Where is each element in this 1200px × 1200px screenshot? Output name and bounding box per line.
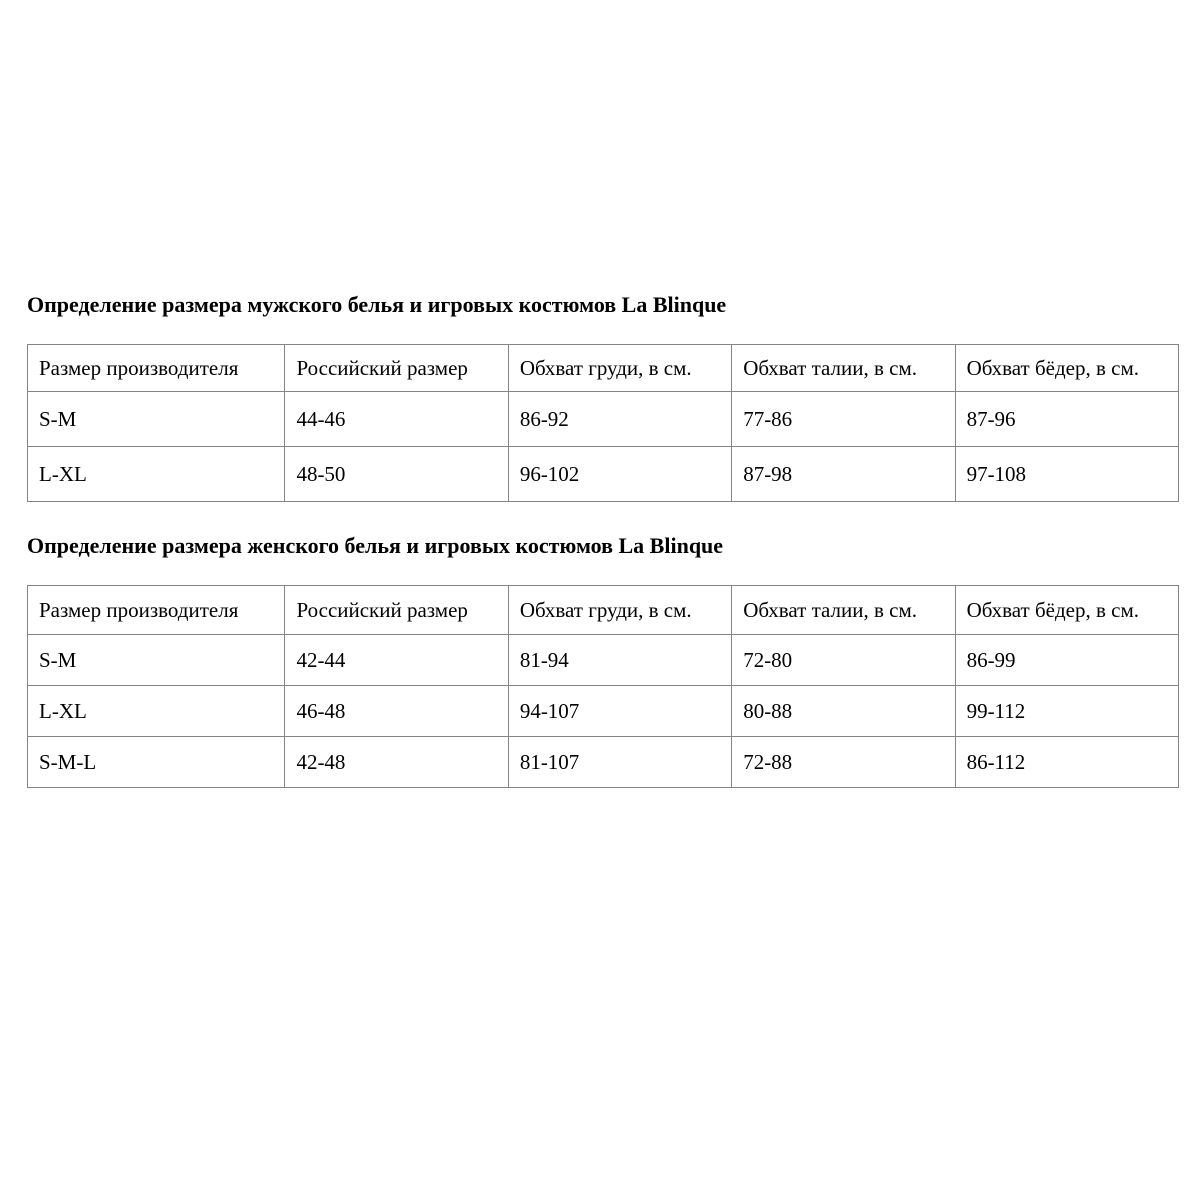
table-cell: 96-102 [508,447,731,502]
column-header-waist: Обхват талии, в см. [732,586,955,635]
table-row [28,686,1179,737]
column-header-producer-size: Размер производителя [28,586,285,635]
table-cell: 80-88 [732,686,955,737]
table-cell: 46-48 [285,686,508,737]
table-cell: 42-44 [285,635,508,686]
table-cell: 87-96 [955,392,1178,447]
table-cell: 87-98 [732,447,955,502]
table-cell: 72-88 [732,737,955,788]
table-row [28,737,1179,788]
table-row [28,447,1179,502]
table-cell: S-M [28,392,285,447]
table-row [28,635,1179,686]
table-cell: 48-50 [285,447,508,502]
table-cell: 44-46 [285,392,508,447]
table-cell: 81-94 [508,635,731,686]
women-sizes-heading: Определение размера женского белья и игровых костюмов La Blinque [27,533,724,558]
men-size-table [27,344,1179,502]
men-sizes-heading: Определение размера мужского белья и игровых костюмов La Blinque [27,292,727,317]
column-header-russian-size: Российский размер [285,345,508,392]
column-header-producer-size: Размер производителя [28,345,285,392]
table-cell: 86-99 [955,635,1178,686]
table-cell: 97-108 [955,447,1178,502]
column-header-waist: Обхват талии, в см. [732,345,955,392]
women-size-table [27,585,1179,788]
table-cell: 81-107 [508,737,731,788]
column-header-russian-size: Российский размер [285,586,508,635]
table-row [28,392,1179,447]
table-cell: 42-48 [285,737,508,788]
column-header-chest: Обхват груди, в см. [508,345,731,392]
header-row [28,586,1179,635]
column-header-chest: Обхват груди, в см. [508,586,731,635]
column-header-hips: Обхват бёдер, в см. [955,345,1178,392]
table-cell: S-M [28,635,285,686]
table-cell: 86-92 [508,392,731,447]
table-cell: 86-112 [955,737,1178,788]
header-row [28,345,1179,392]
table-cell: L-XL [28,447,285,502]
table-cell: 77-86 [732,392,955,447]
table-cell: S-M-L [28,737,285,788]
column-header-hips: Обхват бёдер, в см. [955,586,1178,635]
table-cell: 72-80 [732,635,955,686]
table-cell: L-XL [28,686,285,737]
table-cell: 99-112 [955,686,1178,737]
table-cell: 94-107 [508,686,731,737]
